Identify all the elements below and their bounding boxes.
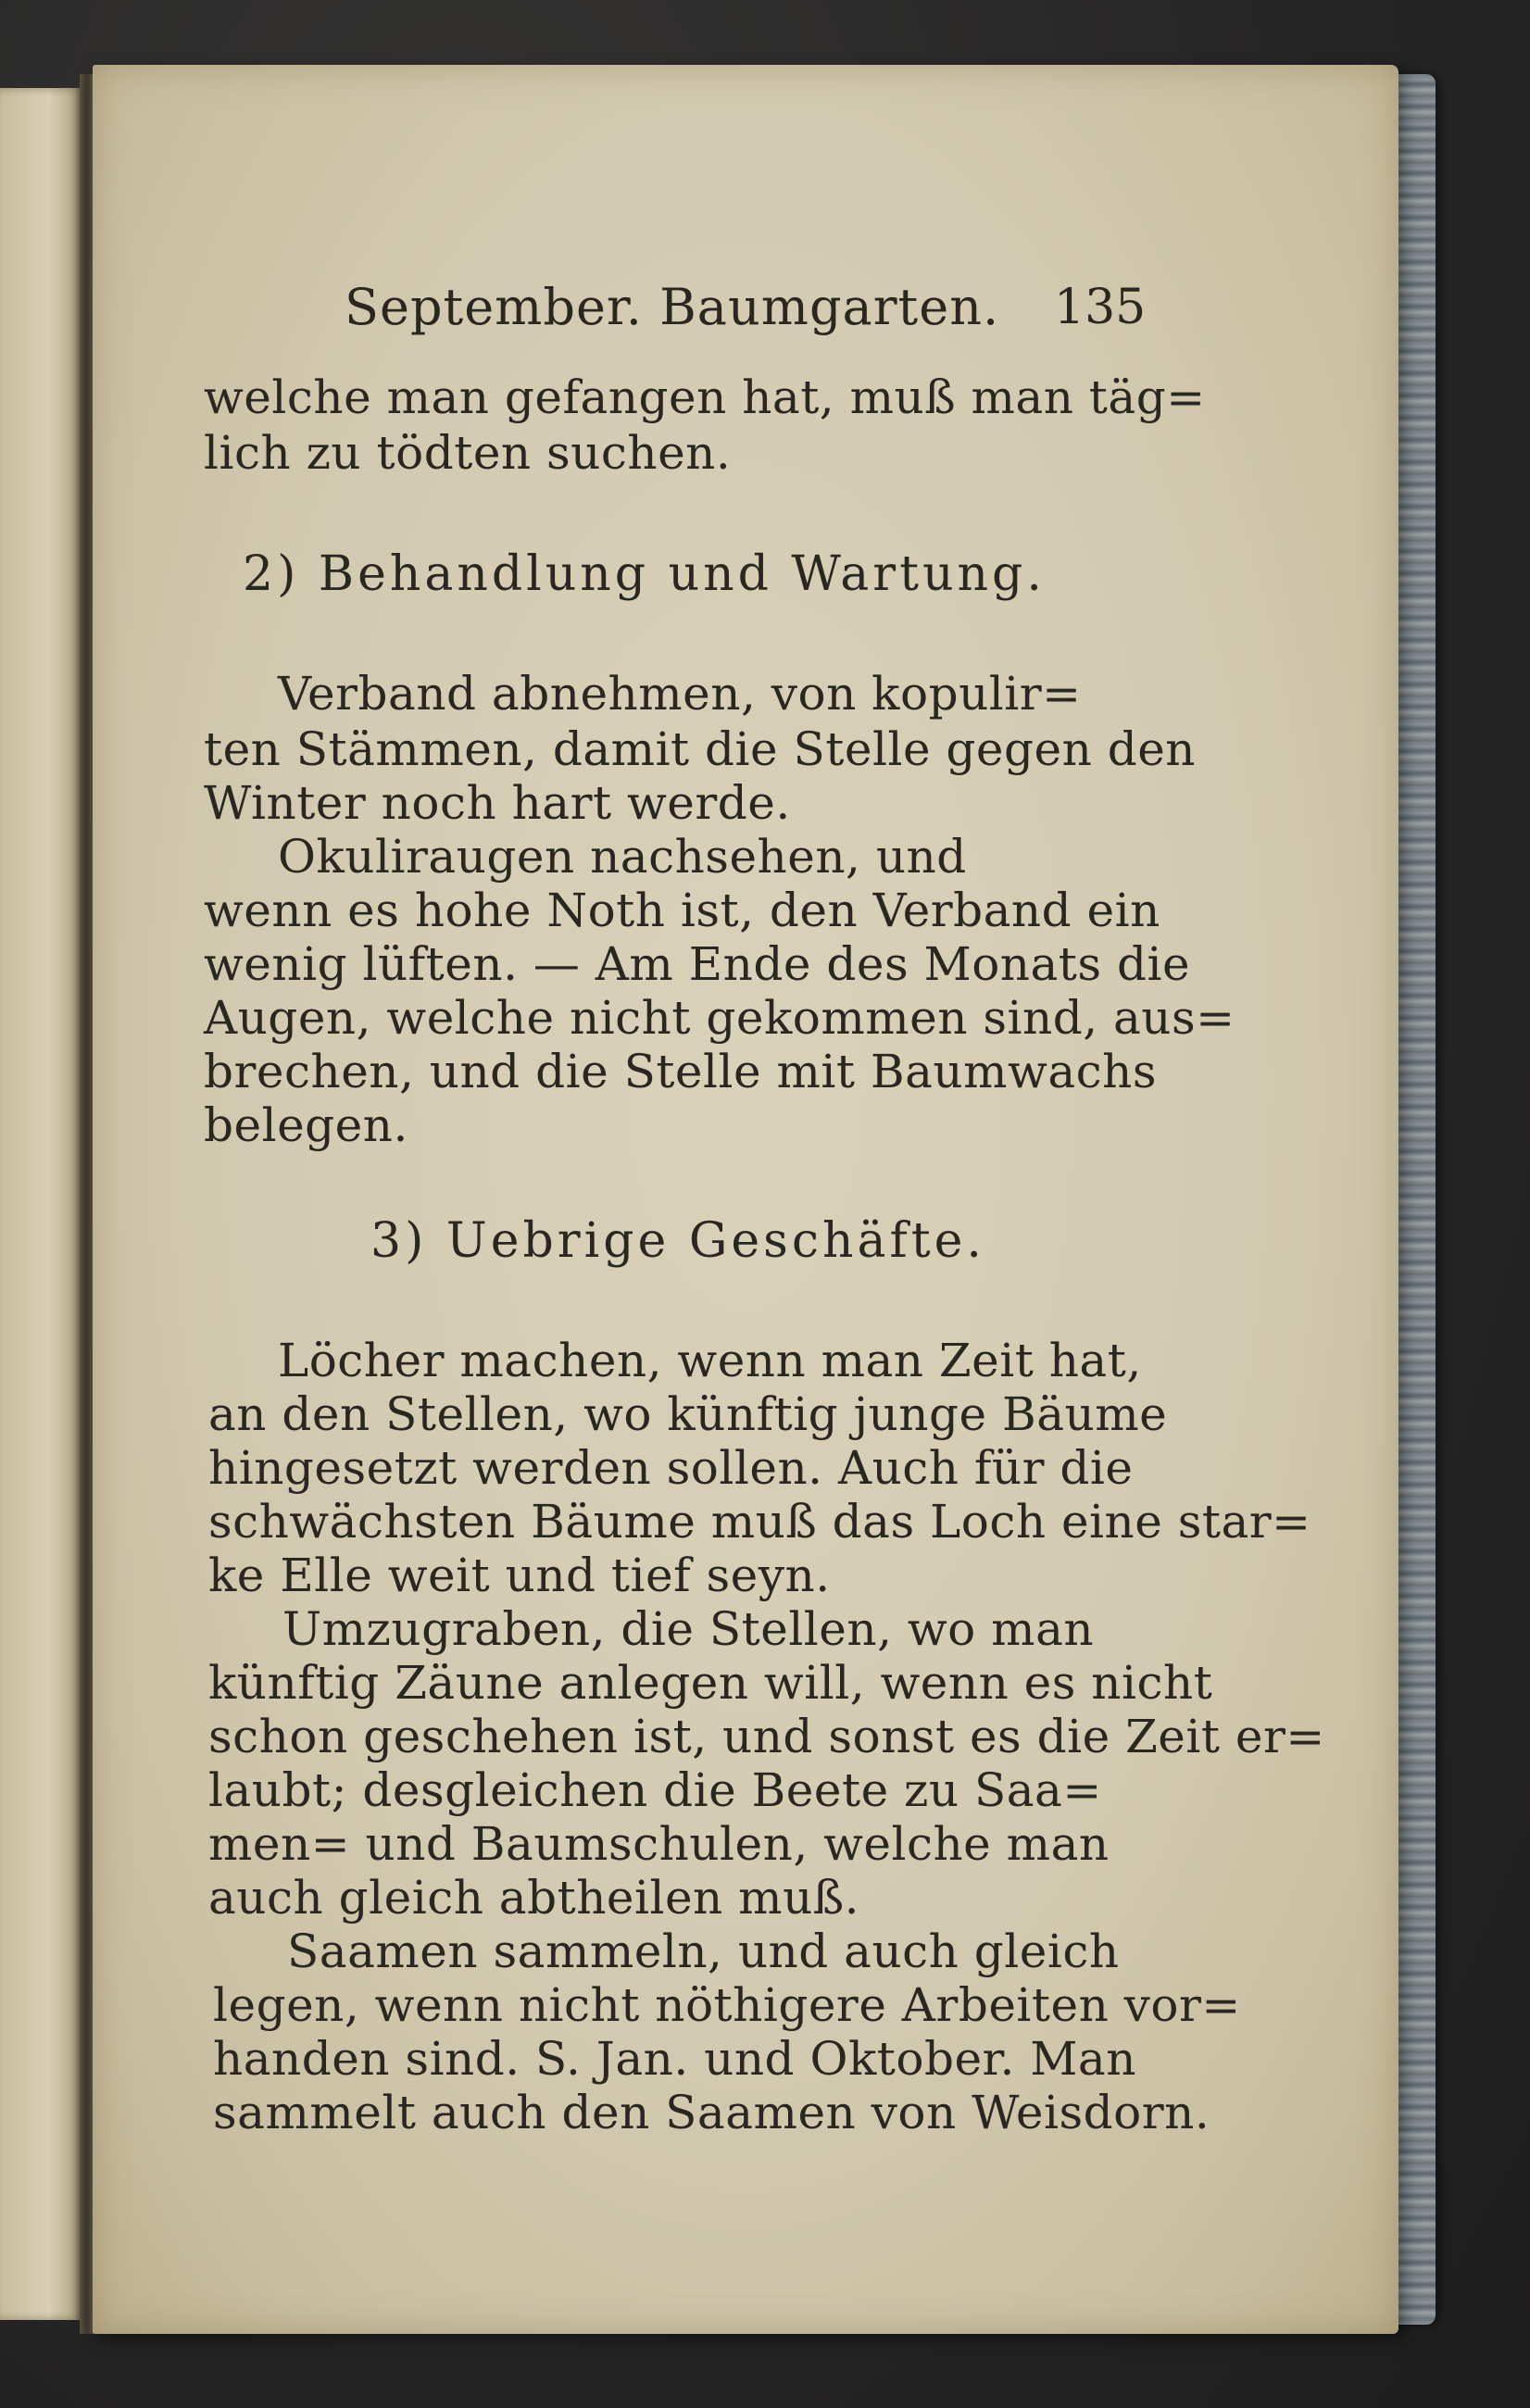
text-line: brechen, und die Stelle mit Baumwachs	[204, 1045, 1157, 1098]
text-line: schon geschehen ist, und sonst es die Zeit er=	[208, 1710, 1325, 1763]
text-line: welche man gefangen hat, muß man täg=	[204, 370, 1206, 424]
text-line: Saamen sammeln, und auch gleich	[287, 1925, 1120, 1978]
text-line: men= und Baumschulen, welche man	[208, 1817, 1110, 1871]
text-line: legen, wenn nicht nöthigere Arbeiten vor=	[213, 1978, 1241, 2032]
text-line: belegen.	[204, 1098, 408, 1152]
text-line: Winter noch hart werde.	[204, 776, 791, 830]
section-heading: 2) Behandlung und Wartung.	[243, 546, 1046, 602]
text-line: ten Stämmen, damit die Stelle gegen den	[204, 722, 1197, 776]
text-line: an den Stellen, wo künftig junge Bäume	[208, 1387, 1168, 1441]
text-line: sammelt auch den Saamen von Weisdorn.	[213, 2086, 1210, 2139]
text-line: handen sind. S. Jan. und Oktober. Man	[213, 2032, 1136, 2086]
text-line: Okuliraugen nachsehen, und	[278, 830, 967, 884]
text-line: wenig lüften. — Am Ende des Monats die	[204, 937, 1191, 991]
text-line: Verband abnehmen, von kopulir=	[278, 667, 1082, 721]
page-number: 135	[1054, 280, 1147, 335]
text-line: Umzugraben, die Stellen, wo man	[282, 1602, 1095, 1656]
text-line: Löcher machen, wenn man Zeit hat,	[278, 1334, 1142, 1387]
text-line: wenn es hohe Noth ist, den Verband ein	[204, 884, 1160, 937]
text-line: hingesetzt werden sollen. Auch für die	[208, 1441, 1134, 1495]
text-line: Augen, welche nicht gekommen sind, aus=	[204, 991, 1235, 1045]
left-page-edge	[0, 88, 82, 2320]
book-page	[93, 65, 1398, 2334]
running-head: September. Baumgarten.	[345, 278, 1000, 336]
text-line: laubt; desgleichen die Beete zu Saa=	[208, 1763, 1102, 1817]
text-line: künftig Zäune anlegen will, wenn es nicht	[208, 1656, 1213, 1710]
text-line: schwächsten Bäume muß das Loch eine star=	[208, 1495, 1311, 1549]
section-heading: 3) Uebrige Geschäfte.	[370, 1213, 985, 1269]
text-line: ke Elle weit und tief seyn.	[208, 1549, 831, 1602]
text-line: auch gleich abtheilen muß.	[208, 1871, 860, 1925]
text-line: lich zu tödten suchen.	[204, 426, 732, 480]
